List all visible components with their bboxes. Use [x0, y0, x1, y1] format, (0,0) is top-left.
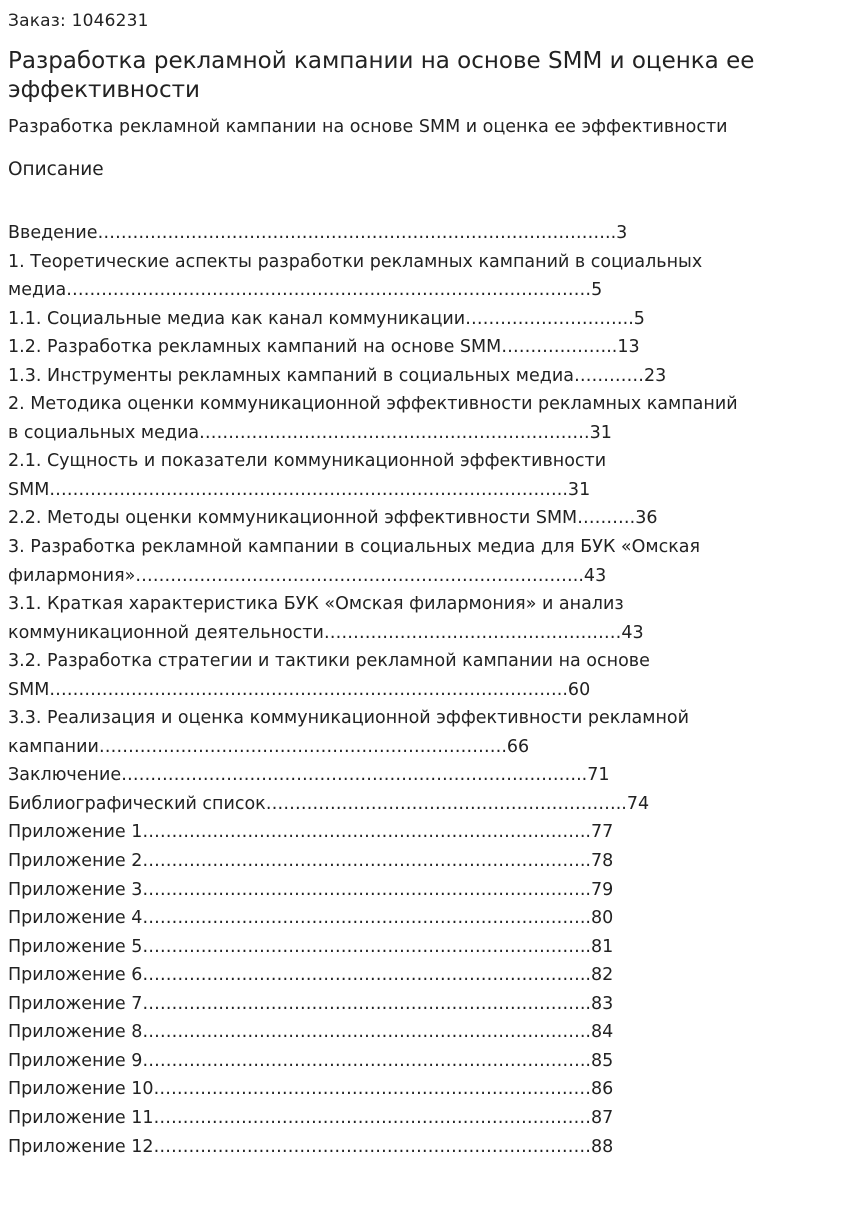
toc-line: медиа………………………………………………………………………………5 [8, 280, 603, 301]
toc-line: Приложение 7…………………………………………………………………..83 [8, 993, 614, 1014]
toc-line: 1.1. Социальные медиа как канал коммуникации………………………..5 [8, 308, 645, 329]
toc-line: 1.3. Инструменты рекламных кампаний в социальных медиа…………23 [8, 365, 667, 386]
toc-line: в социальных медиа………………………………………………………….31 [8, 422, 612, 443]
toc-line: Введение……………………………………………………………………………..3 [8, 223, 628, 243]
toc-line: Заключение……………………………………………………………………..71 [8, 765, 610, 786]
toc-line: Библиографический список……………………………………………………..74 [8, 793, 650, 814]
toc-line: Приложение 11…………………………………………………………………87 [8, 1107, 614, 1128]
toc-line: Приложение 3…………………………………………………………………..79 [8, 879, 614, 900]
toc-line: 3.1. Краткая характеристика БУК «Омская филармония» и анализ [8, 594, 624, 615]
toc-line: 1.2. Разработка рекламных кампаний на основе SMM………………..13 [8, 337, 640, 358]
toc-line: SMM……………………………………………………………………………..31 [8, 479, 591, 500]
toc-line: Приложение 4…………………………………………………………………..80 [8, 908, 614, 929]
toc-line: коммуникационной деятельности……………………………………………43 [8, 622, 644, 643]
toc-line: 3. Разработка рекламной кампании в социальных медиа для БУК «Омская [8, 537, 701, 558]
toc-line: Приложение 1…………………………………………………………………..77 [8, 822, 614, 843]
toc-line: 3.2. Разработка стратегии и тактики рекламной кампании на основе [8, 651, 650, 672]
page-subtitle: Разработка рекламной кампании на основе SMM и оценка ее эффективности [8, 117, 728, 137]
toc-line: 1. Теоретические аспекты разработки рекламных кампаний в социальных [8, 251, 703, 272]
toc-line: Приложение 2…………………………………………………………………..78 [8, 851, 614, 872]
toc-line: Приложение 10…………………………………………………………………86 [8, 1079, 614, 1100]
toc-line: SMM……………………………………………………………………………..60 [8, 679, 591, 700]
toc-line: Приложение 6…………………………………………………………………..82 [8, 965, 614, 986]
table-of-contents [8, 219, 808, 1161]
order-number: Заказ: 1046231 [8, 11, 149, 31]
toc-line: 2. Методика оценки коммуникационной эффективности рекламных кампаний [8, 394, 738, 415]
toc-line: Приложение 5…………………………………………………………………..81 [8, 936, 614, 957]
description-heading: Описание [8, 159, 104, 180]
toc-line: 2.1. Сущность и показатели коммуникационной эффективности [8, 451, 607, 472]
toc-line: кампании…………………………………………………………….66 [8, 736, 530, 757]
page-title: Разработка рекламной кампании на основе SMM и оценка ее эффективности [8, 48, 755, 103]
toc-line: Приложение 12…………………………………………………………………88 [8, 1136, 614, 1157]
toc-line: филармония»…………………………………………………………………..43 [8, 565, 607, 586]
toc-line: Приложение 9…………………………………………………………………..85 [8, 1050, 614, 1071]
toc-line: 3.3. Реализация и оценка коммуникационной эффективности рекламной [8, 708, 689, 729]
toc-line: Приложение 8…………………………………………………………………..84 [8, 1022, 614, 1043]
toc-line: 2.2. Методы оценки коммуникационной эффективности SMM……….36 [8, 508, 658, 529]
